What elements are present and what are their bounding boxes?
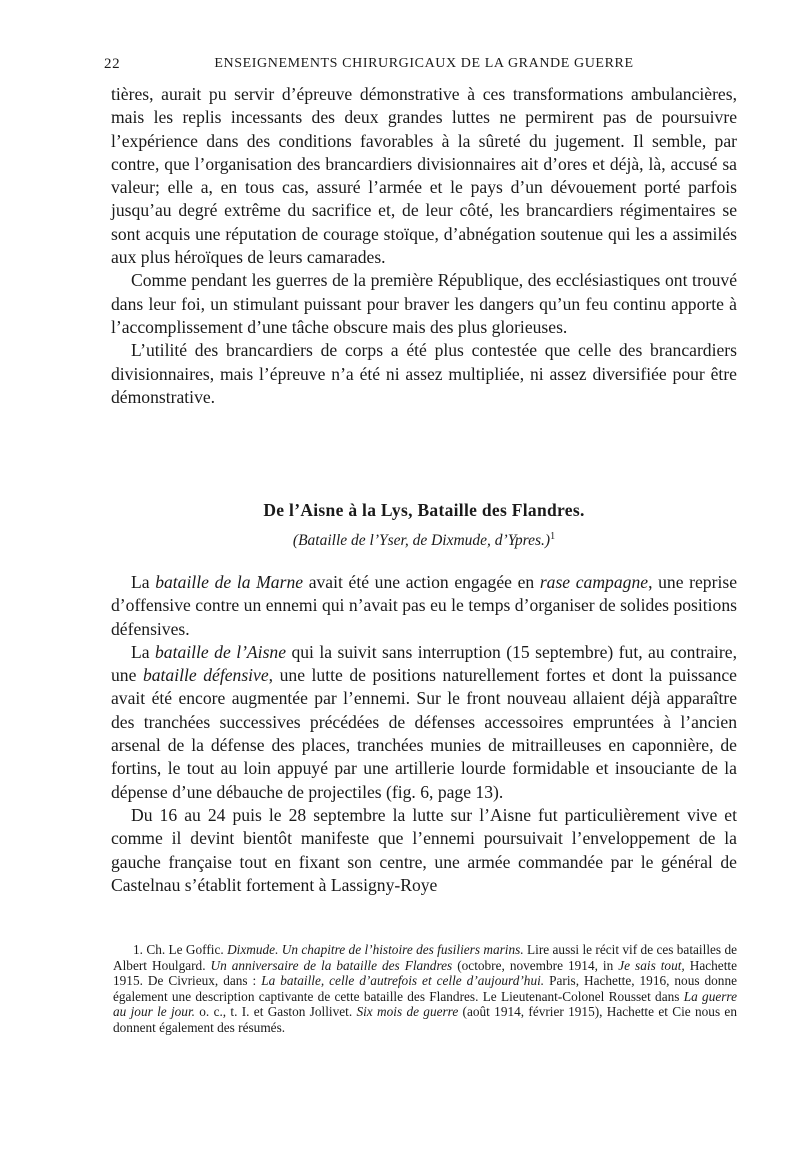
paragraph: L’utilité des brancardiers de corps a été plus contestée que celle des brancardiers divisionnaires, mais l’épreuve n’a été ni assez multipliée, ni assez diversifiée pour être démonstrative. bbox=[111, 340, 737, 407]
footnote-marker: 1 bbox=[550, 531, 556, 542]
paragraph: tières, aurait pu servir d’épreuve démonstrative à ces transformations ambulancières, mais les replis incessants des deux grandes luttes ne permirent pas de poursuivre l’expérience dans des conditions favorables à la sûreté du jugement. Il semble, par contre, que l’organisation des brancardiers divisionnaires ait d’ores et déjà, là, accusé sa valeur; elle a, en tous cas, assuré l’armée et le pays d’un dévouement porté parfois jusqu’au degré extrême du sacrifice et, de leur côté, les brancardiers régimentaires se sont acquis une réputation de courage stoïque, d’abnégation soutenue qui les a assimilés aux plus héroïques de leurs camarades. bbox=[111, 84, 737, 268]
section-subtitle bbox=[111, 531, 737, 550]
emphasis: bataille de la Marne bbox=[155, 572, 304, 592]
text-run: qui la suivit sans interruption (15 septembre) fut, au contraire, une bbox=[111, 641, 737, 686]
work-title: Dixmude. Un chapitre de l’histoire des fusiliers marins. bbox=[227, 942, 524, 957]
emphasis: rase campagne bbox=[539, 572, 649, 592]
author-name: Jollivet. bbox=[309, 1004, 353, 1020]
footnote bbox=[113, 942, 737, 1036]
text-run: La bbox=[131, 572, 156, 592]
paragraph: Comme pendant les guerres de la première République, des ecclésiastiques ont trouvé dans leur foi, un stimulant puissant pour braver les dangers qu’un feu continu apporte à l’accomplissement d’une tâche obscure mais des plus glorieuses. bbox=[111, 270, 737, 337]
text-run: Lire aussi le récit vif de ces batailles de Albert bbox=[113, 942, 738, 973]
text-run: La bbox=[131, 641, 155, 662]
work-title: Six mois de guerre bbox=[356, 1004, 459, 1020]
text-run: 1. Ch. bbox=[133, 942, 169, 957]
footnote-text bbox=[113, 942, 737, 1036]
text-run: , une reprise d’offensive contre un ennemi qui n’avait pas eu le temps d’organiser de solides positions défensives. bbox=[111, 572, 737, 639]
paragraph bbox=[111, 641, 737, 804]
section-title: De l’Aisne à la Lys, Bataille des Flandres. bbox=[263, 500, 585, 520]
body-top bbox=[111, 83, 737, 409]
work-title: Je sais tout, bbox=[618, 957, 685, 973]
text-run: (octobre, novembre 1914, in bbox=[452, 957, 619, 973]
author-name: De Civrieux, bbox=[147, 973, 219, 989]
author-name: Le Goffic. bbox=[168, 942, 224, 957]
work-title: La bataille, celle d’autrefois et celle d’aujourd’hui. bbox=[261, 973, 545, 989]
emphasis: bataille de l’Aisne bbox=[154, 641, 287, 662]
emphasis: bataille défensive bbox=[142, 665, 269, 686]
work-title: La guerre au jour le jour. bbox=[113, 988, 737, 1020]
paragraph bbox=[111, 571, 737, 641]
work-title: Un anniversaire de la bataille des Flandres bbox=[210, 957, 453, 973]
section-subtitle-text: (Bataille de l’Yser, de Dixmude, d’Ypres.) bbox=[292, 532, 551, 550]
page-number: 22 bbox=[104, 56, 121, 72]
text-run: Hachette 1915. bbox=[113, 957, 737, 989]
text-run: Paris, Hachette, 1916, nous donne également une description captivante de cette bataille des Flandres. bbox=[113, 973, 737, 1004]
paragraph: Du 16 au 24 puis le 28 septembre la lutte sur l’Aisne fut particulièrement vive et comme il devint bientôt manifeste que l’ennemi poursuivait l’enveloppement de la gauche française tout en fixant son centre, une armée commandée par le général de Castelnau s’établit fortement à Lassigny-Roye bbox=[111, 804, 737, 895]
text-run: dans : bbox=[218, 973, 262, 989]
page-header bbox=[104, 56, 704, 78]
author-name: Le Lieutenant-Colonel Rousset bbox=[482, 988, 651, 1004]
text-run: dans bbox=[650, 988, 684, 1004]
text-run: (août 1914, février 1915), Hachette et Cie nous en donnent également des résumés. bbox=[113, 1004, 737, 1035]
author-name: Houlgard. bbox=[151, 957, 206, 973]
running-title: ENSEIGNEMENTS CHIRURGICAUX DE LA GRANDE GUERRE bbox=[214, 56, 634, 71]
body-bottom bbox=[111, 571, 737, 897]
text-run: o. c., t. I. et Gaston bbox=[194, 1004, 310, 1020]
text-run: , une lutte de positions naturellement fortes et dont la puissance avait été encore augmentée par l’ennemi. Sur le front nouveau allaient déjà apparaître des tranchées successives précédées de défenses accessoires empruntées à l’ancien arsenal de la défense des places, tranchées munies de mitrailleuses en caponnière, de fortins, le tout au loin appuyé par une artillerie lourde formidable et insouciante de la dépense d’une débauche de projectiles (fig. 6, page 13). bbox=[111, 665, 737, 802]
text-run: avait été une action engagée en bbox=[303, 572, 540, 592]
